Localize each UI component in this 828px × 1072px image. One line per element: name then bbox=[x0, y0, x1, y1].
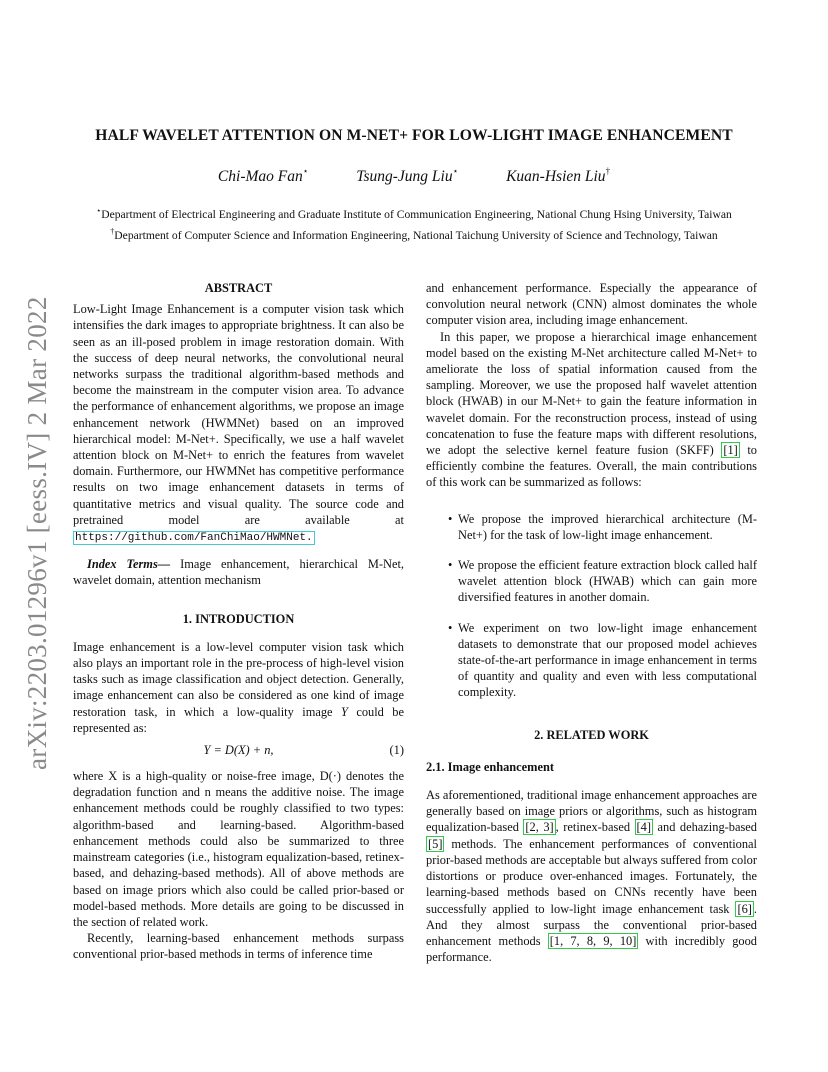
code-link[interactable]: https://github.com/FanChiMao/HWMNet. bbox=[75, 532, 313, 545]
subsection-heading: 2.1. Image enhancement bbox=[426, 759, 555, 774]
author: Chi-Mao Fan⋆ bbox=[217, 166, 309, 185]
author: Kuan-Hsien Liu† bbox=[506, 166, 611, 185]
contribution-list bbox=[426, 511, 757, 701]
related-work-heading: 2. RELATED WORK bbox=[534, 727, 649, 742]
author-list bbox=[0, 168, 828, 186]
intro-paragraph: Image enhancement is a low-level computer vision task which also plays an important role in the pre-process of high-level vision tasks such as image classification and object detection. Generally, image enhancement can also be considered as one kind of image restoration task, in which a low-quality image Y could be represented as: bbox=[73, 639, 405, 735]
intro-paragraph: Recently, learning-based enhancement methods surpass conventional prior-based methods in terms of inference time bbox=[73, 931, 404, 962]
right-column bbox=[426, 280, 757, 965]
citation-link[interactable]: [6] bbox=[737, 901, 752, 916]
citation-link[interactable]: [2, 3] bbox=[525, 820, 554, 835]
paragraph: As aforementioned, traditional image enhancement approaches are generally based on image priors or algorithms, such as histogram equalization-based [2, 3] , retinex-based [4] and dehazing-based [5] methods. The enhancement performances of conventional prior-based methods are acceptable but always suffered from color distortions or produce over-enhanced images. Fortunately, the learning-based methods based on CNNs recently have been successfully applied to low-light image enhancement task [6] . And they almost surpass the conventional prior-based enhancement methods [1, 7, 8, 9, 10] with incredibly good performance. bbox=[426, 788, 757, 965]
equation-number: (1) bbox=[389, 743, 404, 758]
intro-paragraph: where X is a high-quality or noise-free image, D(·) denotes the degradation function and n means the additive noise. The image enhancement methods could be roughly classified to two types: algorithm-based and learning-based. Algorithm-based enhancement methods could also be summarized to three mainstream categories (i.e., histogram equalization-based, retinex-based, and dehazing-based methods). All of above methods are based on image priors which also could be called prior-based or model-based methods. More details are going to be discussed in the section of related work. bbox=[73, 769, 404, 929]
affiliation: †Department of Computer Science and Information Engineering, National Taichung University of Science and Technology, Taiwan bbox=[110, 227, 718, 242]
abstract-body: Low-Light Image Enhancement is a computer vision task which intensifies the dark images to appropriate brightness. It can also be seen as an ill-posed problem in image restoration domain. With the success of deep neural networks, the convolutional neural networks surpass the traditional algorithm-based methods and become the mainstream in the computer vision area. To advance the performance of enhancement algorithms, we propose an image enhancement network (HWMNet) based on an improved hierarchical model: M-Net+. Specifically, we use a half wavelet attention block on M-Net+ to enrich the features from wavelet domain. Furthermore, our HWMNet has competitive performance results on two image enhancement datasets in terms of quantitative metrics and visual quality. The source code and pretrained model are available at https://github.com/FanChiMao/HWMNet. bbox=[73, 302, 404, 545]
equation-1 bbox=[73, 742, 404, 764]
equation: Y = D(X) + n, bbox=[203, 743, 274, 758]
paragraph: In this paper, we propose a hierarchical image enhancement model based on the existing M-Net architecture called M-Net+ to ameliorate the loss of spatial information caused from the sampling. Moreover, we use the proposed half wavelet attention block (HWAB) in our M-Net+ to gain the feature information in wavelet domain. For the reconstruction process, instead of using concatenation to fuse the feature maps with different resolutions, we adopt the selective kernel feature fusion (SKFF) [1] to efficiently combine the features. Overall, the main contributions of this work can be summarized as follows: bbox=[426, 329, 757, 490]
citation-link[interactable]: [1] bbox=[723, 443, 738, 458]
abstract-heading: ABSTRACT bbox=[204, 281, 273, 295]
list-item: • We propose the efficient feature extraction block called half wavelet attention block (HWAB) which can gain more diversified features in another domain. bbox=[426, 557, 757, 606]
list-item: • We propose the improved hierarchical architecture (M-Net+) for the task of low-light image enhancement. bbox=[426, 511, 757, 543]
author: Tsung-Jung Liu⋆ bbox=[356, 166, 459, 185]
paragraph: and enhancement performance. Especially the appearance of convolution neural network (CNN) almost dominates the whole computer vision area, including image enhancement. bbox=[426, 281, 757, 328]
list-item: • We experiment on two low-light image enhancement datasets to demonstrate that our proposed model achieves state-of-the-art performance in image enhancement in terms of quantity and quality and even with less computational complexity. bbox=[426, 620, 757, 701]
left-column bbox=[73, 280, 404, 963]
affiliation: ⋆Department of Electrical Engineering and Graduate Institute of Communication Engineering, National Chung Hsing University, Taiwan bbox=[96, 206, 732, 221]
arxiv-stamp: arXiv:2203.01296v1 [eess.IV] 2 Mar 2022 bbox=[22, 296, 52, 770]
citation-link[interactable]: [5] bbox=[428, 836, 443, 851]
intro-heading: 1. INTRODUCTION bbox=[182, 611, 295, 626]
citation-link[interactable]: [1, 7, 8, 9, 10] bbox=[549, 933, 637, 948]
citation-link[interactable]: [4] bbox=[636, 820, 651, 835]
paper-title: HALF WAVELET ATTENTION ON M-NET+ FOR LOW-LIGHT IMAGE ENHANCEMENT bbox=[95, 127, 733, 144]
index-terms: Index Terms— Image enhancement, hierarchical M-Net, wavelet domain, attention mechanism bbox=[73, 557, 405, 588]
